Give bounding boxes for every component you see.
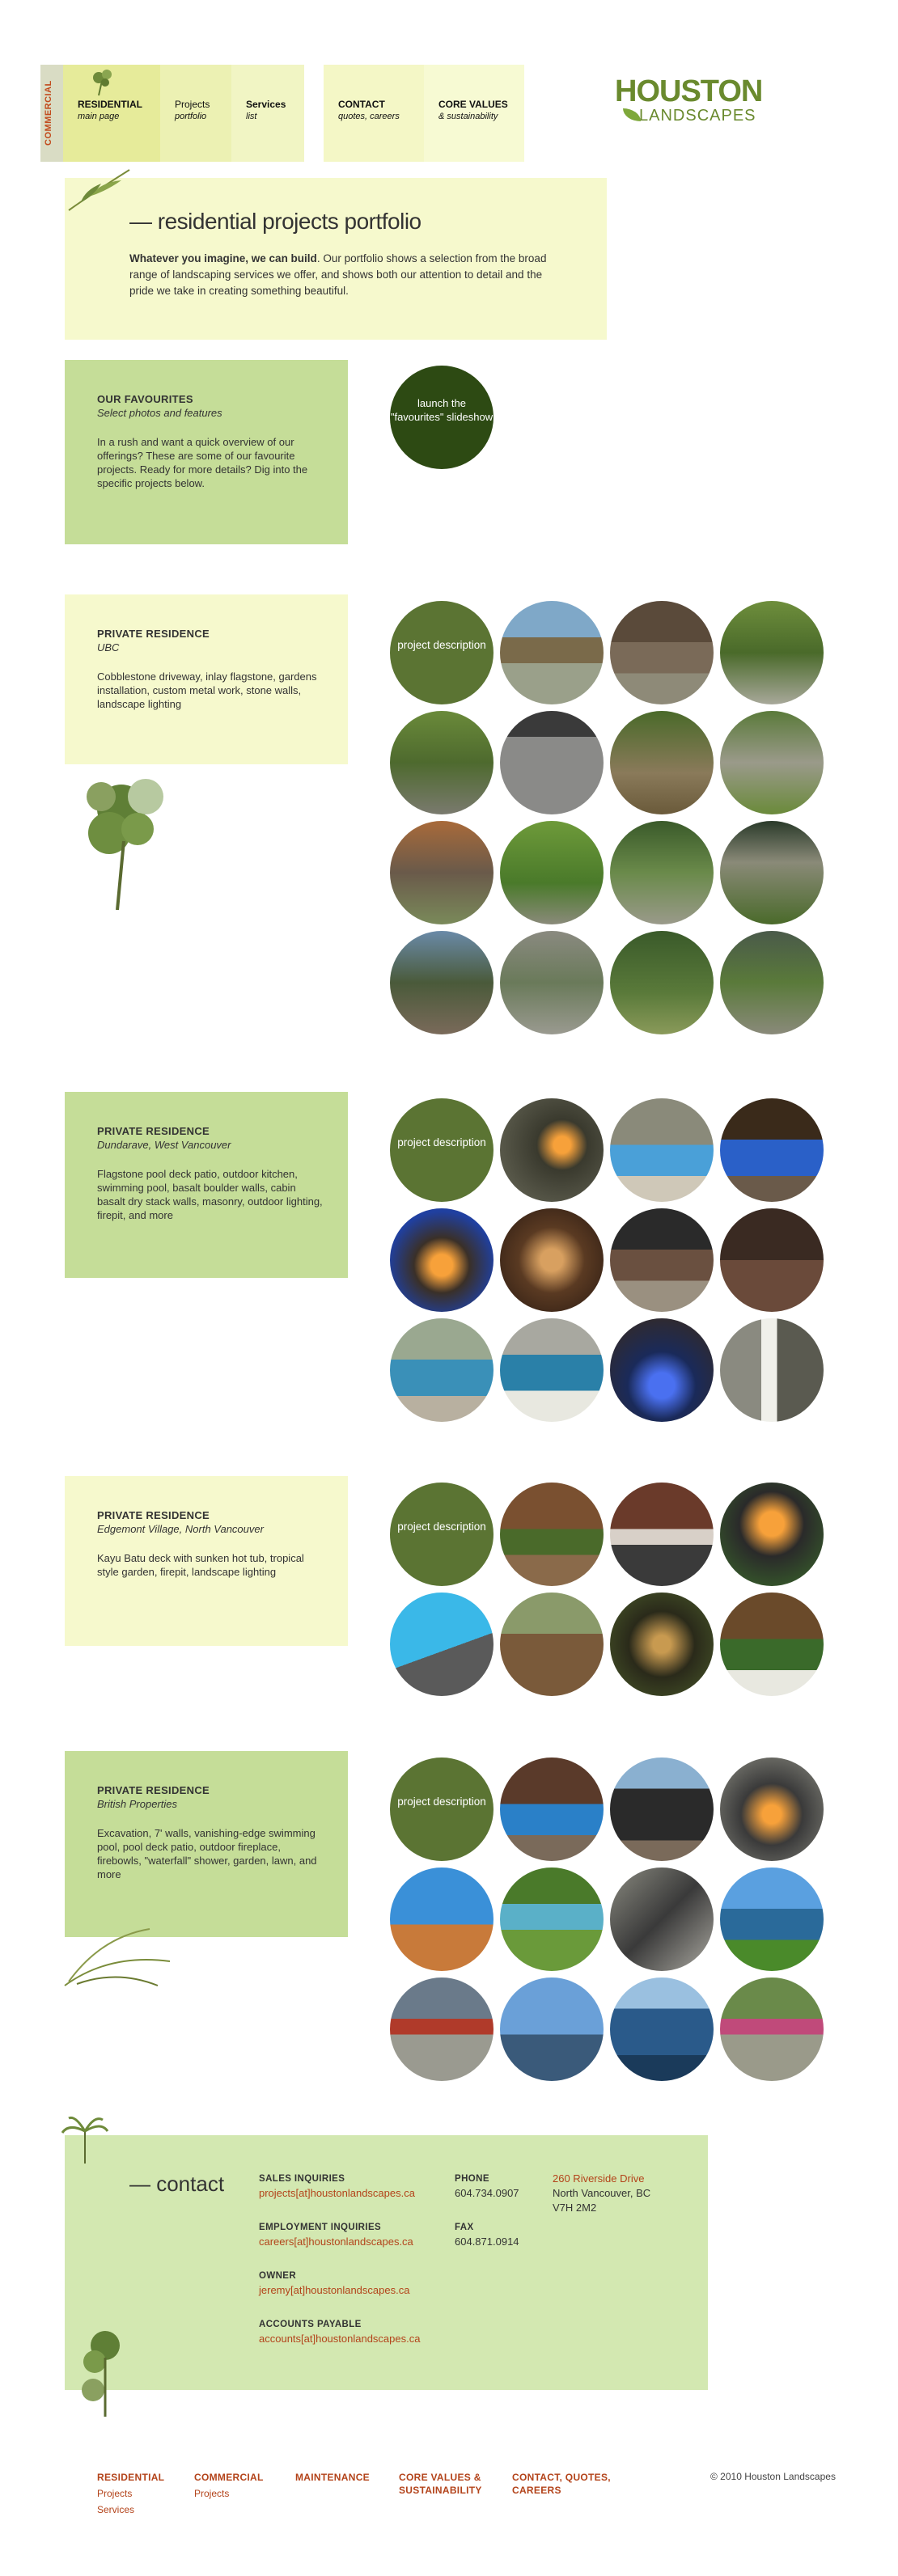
nav-projects-label: Projects xyxy=(175,99,210,110)
nav-commercial-tab[interactable] xyxy=(40,65,63,162)
nav-contact[interactable] xyxy=(324,65,424,162)
footer-col-maintenance xyxy=(295,2471,370,2484)
project-photo[interactable] xyxy=(500,1483,604,1586)
project-photo[interactable] xyxy=(610,1867,714,1971)
photo-grid-dundarave xyxy=(390,1098,819,1422)
tree-decoration-icon xyxy=(77,2321,133,2418)
careers-email-link[interactable]: careers[at]houstonlandscapes.ca xyxy=(259,2235,413,2248)
project-photo[interactable] xyxy=(610,1098,714,1202)
photo-grid-ubc xyxy=(390,601,819,1038)
phone-label: PHONE xyxy=(455,2174,489,2184)
page-title: — residential projects portfolio xyxy=(129,209,421,234)
leaf-icon xyxy=(623,108,641,121)
footer-residential-projects-link[interactable]: Projects xyxy=(97,2488,133,2499)
project-photo[interactable] xyxy=(500,821,604,924)
tree-decoration-icon xyxy=(61,752,182,914)
nav-residential-label: RESIDENTIAL xyxy=(78,99,143,110)
sales-inquiries xyxy=(259,2172,415,2201)
project-photo[interactable] xyxy=(720,1318,824,1422)
project-photo[interactable] xyxy=(500,1098,604,1202)
project-photo[interactable] xyxy=(720,1867,824,1971)
project-photo[interactable] xyxy=(390,931,493,1034)
owner-contact xyxy=(259,2269,409,2298)
project-photo[interactable] xyxy=(610,601,714,704)
project-title: PRIVATE RESIDENCE xyxy=(97,628,210,640)
project-photo[interactable] xyxy=(720,1208,824,1312)
hero-text xyxy=(129,251,550,299)
nav-services[interactable] xyxy=(231,65,304,162)
hero-body: . Our portfolio shows a selection from the broad range of landscaping services we offer, and shows both our attention to detail and the pride we take in creating something beautiful. xyxy=(129,252,547,297)
project-location: UBC xyxy=(97,641,120,654)
project-photo[interactable] xyxy=(500,1867,604,1971)
project-location: Dundarave, West Vancouver xyxy=(97,1139,231,1151)
project-card-ubc xyxy=(65,594,348,764)
project-card-british-properties xyxy=(65,1751,348,1937)
project-photo[interactable] xyxy=(500,1758,604,1861)
project-description-button[interactable]: project description xyxy=(390,1098,493,1202)
project-photo[interactable] xyxy=(610,711,714,814)
project-photo[interactable] xyxy=(390,1977,493,2081)
employment-inquiries xyxy=(259,2220,413,2249)
favourites-card xyxy=(65,360,348,544)
project-photo[interactable] xyxy=(720,1593,824,1696)
fax-value: 604.871.0914 xyxy=(455,2235,519,2248)
project-photo[interactable] xyxy=(500,1318,604,1422)
accounts-email-link[interactable]: accounts[at]houstonlandscapes.ca xyxy=(259,2333,421,2345)
project-photo[interactable] xyxy=(390,1318,493,1422)
logo-line1: HOUSTON xyxy=(615,74,763,108)
houston-logo[interactable] xyxy=(615,74,769,139)
project-desc: Kayu Batu deck with sunken hot tub, tropical style garden, firepit, landscape lighting xyxy=(97,1552,304,1578)
favourites-title: OUR FAVOURITES xyxy=(97,393,193,405)
nav-commercial-label: COMMERCIAL xyxy=(44,80,53,146)
project-desc: Flagstone pool deck patio, outdoor kitchen, swimming pool, basalt boulder walls, cabin basalt dry stack walls, masonry, outdoor lighting, firepit, and more xyxy=(97,1168,323,1221)
project-title: PRIVATE RESIDENCE xyxy=(97,1125,210,1137)
footer-commercial-heading[interactable]: COMMERCIAL xyxy=(194,2472,264,2483)
project-description-button[interactable]: project description xyxy=(390,601,493,704)
project-photo[interactable] xyxy=(720,931,824,1034)
logo-line2: LANDSCAPES xyxy=(639,107,756,125)
contact-panel xyxy=(65,2135,708,2390)
owner-email-link[interactable]: jeremy[at]houstonlandscapes.ca xyxy=(259,2284,410,2296)
footer-maintenance-link[interactable]: MAINTENANCE xyxy=(295,2472,370,2483)
project-photo[interactable] xyxy=(720,1758,824,1861)
project-photo[interactable] xyxy=(500,711,604,814)
footer-commercial-projects-link[interactable]: Projects xyxy=(194,2488,230,2499)
project-description-button[interactable]: project description xyxy=(390,1483,493,1586)
project-photo[interactable] xyxy=(390,821,493,924)
palm-decoration-icon xyxy=(61,2115,109,2164)
project-photo[interactable] xyxy=(720,1977,824,2081)
address-map-link[interactable]: 260 Riverside Drive xyxy=(553,2172,645,2185)
nav-projects[interactable] xyxy=(160,65,231,162)
contact-title: — contact xyxy=(129,2172,225,2196)
footer-col-residential xyxy=(97,2471,164,2516)
project-desc: Excavation, 7' walls, vanishing-edge swimming pool, pool deck patio, outdoor fireplace, firebowls, "waterfall" shower, garden, lawn, and more xyxy=(97,1827,317,1880)
favourites-desc: In a rush and want a quick overview of our offerings? These are some of our favourite projects. Ready for more details? Dig into the specific projects below. xyxy=(97,436,308,489)
project-photo[interactable] xyxy=(610,931,714,1034)
project-photo[interactable] xyxy=(720,821,824,924)
launch-slideshow-button[interactable]: launch the "favourites" slideshow xyxy=(390,366,493,469)
project-photo[interactable] xyxy=(500,1208,604,1312)
nav-projects-sub: portfolio xyxy=(175,112,207,121)
nav-contact-sub: quotes, careers xyxy=(338,112,400,121)
project-photo[interactable] xyxy=(610,1318,714,1422)
footer-residential-heading[interactable]: RESIDENTIAL xyxy=(97,2472,165,2483)
address-line2: North Vancouver, BC xyxy=(553,2187,651,2199)
accounts-payable xyxy=(259,2317,420,2346)
project-card-edgemont xyxy=(65,1476,348,1646)
phone-value: 604.734.0907 xyxy=(455,2187,519,2199)
project-title: PRIVATE RESIDENCE xyxy=(97,1784,210,1796)
project-photo[interactable] xyxy=(390,1593,493,1696)
project-photo[interactable] xyxy=(610,1483,714,1586)
nav-contact-label: CONTACT xyxy=(338,99,385,110)
tree-decoration-icon xyxy=(87,66,120,99)
project-description-button[interactable]: project description xyxy=(390,1758,493,1861)
project-photo[interactable] xyxy=(720,1098,824,1202)
project-title: PRIVATE RESIDENCE xyxy=(97,1509,210,1521)
nav-services-label: Services xyxy=(246,99,286,110)
hero-panel xyxy=(65,178,607,340)
hero-lead: Whatever you imagine, we can build xyxy=(129,252,317,264)
address-block xyxy=(553,2172,650,2215)
project-photo[interactable] xyxy=(720,1483,824,1586)
footer-col-core xyxy=(399,2471,488,2497)
phone-info xyxy=(455,2172,519,2201)
owner-label: OWNER xyxy=(259,2271,297,2281)
copyright: © 2010 Houston Landscapes xyxy=(710,2471,836,2482)
fax-label: FAX xyxy=(455,2223,474,2232)
address-line3: V7H 2M2 xyxy=(553,2202,597,2214)
project-card-dundarave xyxy=(65,1092,348,1278)
nav-residential-sub: main page xyxy=(78,112,120,121)
nav-services-sub: list xyxy=(246,112,257,121)
project-photo[interactable] xyxy=(610,821,714,924)
favourites-subtitle: Select photos and features xyxy=(97,407,222,419)
sales-email-link[interactable]: projects[at]houstonlandscapes.ca xyxy=(259,2187,415,2199)
footer-residential-services-link[interactable]: Services xyxy=(97,2504,135,2515)
bamboo-leaf-icon xyxy=(65,166,138,214)
project-location: Edgemont Village, North Vancouver xyxy=(97,1523,264,1535)
accounts-label: ACCOUNTS PAYABLE xyxy=(259,2320,362,2329)
project-photo[interactable] xyxy=(390,1208,493,1312)
fax-info xyxy=(455,2220,519,2249)
project-desc: Cobblestone driveway, inlay flagstone, gardens installation, custom metal work, stone walls, landscape lighting xyxy=(97,670,317,710)
project-photo[interactable] xyxy=(500,601,604,704)
project-location: British Properties xyxy=(97,1798,177,1810)
nav-core-label: CORE VALUES xyxy=(438,99,508,110)
project-photo[interactable] xyxy=(500,931,604,1034)
project-photo[interactable] xyxy=(610,1208,714,1312)
project-photo[interactable] xyxy=(500,1977,604,2081)
project-photo[interactable] xyxy=(610,1758,714,1861)
grass-decoration-icon xyxy=(61,1921,174,1994)
project-photo[interactable] xyxy=(720,601,824,704)
nav-core-sub: & sustainability xyxy=(438,112,498,121)
footer-core-values-link[interactable]: CORE VALUES & SUSTAINABILITY xyxy=(399,2472,482,2496)
project-photo[interactable] xyxy=(610,1593,714,1696)
employment-label: EMPLOYMENT INQUIRIES xyxy=(259,2223,382,2232)
project-photo[interactable] xyxy=(390,711,493,814)
project-photo[interactable] xyxy=(390,1867,493,1971)
footer-col-commercial xyxy=(194,2471,264,2500)
footer-contact-link[interactable]: CONTACT, QUOTES, CAREERS xyxy=(512,2472,611,2496)
project-photo[interactable] xyxy=(610,1977,714,2081)
project-photo[interactable] xyxy=(720,711,824,814)
project-photo[interactable] xyxy=(500,1593,604,1696)
photo-grid-british-properties xyxy=(390,1758,819,2081)
nav-core-values[interactable] xyxy=(424,65,524,162)
sales-label: SALES INQUIRIES xyxy=(259,2174,345,2184)
footer-col-contact xyxy=(512,2471,617,2497)
photo-grid-edgemont xyxy=(390,1483,819,1696)
